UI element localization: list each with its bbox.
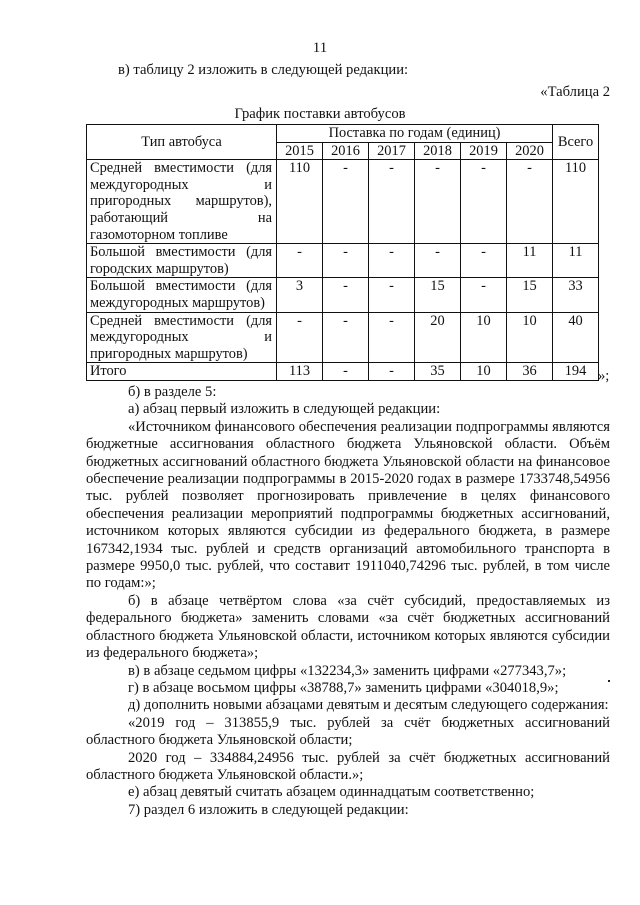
value-cell: - xyxy=(415,244,461,278)
header-year: 2015 xyxy=(277,142,323,160)
value-cell: 20 xyxy=(415,312,461,363)
table-row xyxy=(87,278,599,312)
header-year: 2017 xyxy=(369,142,415,160)
value-cell: - xyxy=(461,244,507,278)
value-cell: - xyxy=(369,363,415,381)
value-cell: - xyxy=(323,312,369,363)
value-cell: - xyxy=(415,160,461,244)
total-cell: 194 xyxy=(553,363,599,381)
bus-type-cell: Итого xyxy=(87,363,277,381)
bus-delivery-table xyxy=(86,124,599,381)
table-row-total xyxy=(87,363,599,381)
value-cell: - xyxy=(369,244,415,278)
value-cell: 10 xyxy=(461,363,507,381)
paragraph: г) в абзаце восьмом цифры «38788,7» заменить цифрами «304018,9»; xyxy=(128,679,559,696)
total-cell: 33 xyxy=(553,278,599,312)
header-year: 2019 xyxy=(461,142,507,160)
value-cell: 113 xyxy=(277,363,323,381)
value-cell: - xyxy=(323,278,369,312)
value-cell: - xyxy=(277,312,323,363)
value-cell: 36 xyxy=(507,363,553,381)
bus-type-cell: Средней вместимости (для междугородных и пригородных маршрутов), работающий на газомоторном топливе xyxy=(87,160,277,244)
header-total: Всего xyxy=(553,125,599,160)
paragraph: «Источником финансового обеспечения реализации подпрограммы являются бюджетные ассигнования областного бюджета Ульяновской области. Объём бюджетных ассигнований областного бюджета Ульяновской области на финансовое обеспечение реализации подпрограммы в 2015-2020 годах в размере 1733748,54956 тыс. рублей позволяет прогнозировать привлечение в целях финансового обеспечения реализации мероприятий подпрограммы бюджетных ассигнований, источником которых являются субсидии из федерального бюджета, в размере 167342,1934 тыс. рублей и средств организаций автомобильного транспорта в размере 9950,0 тыс. рублей, что составит 1911040,74296 тыс. рублей, в том числе по годам:»; xyxy=(86,418,610,592)
value-cell: 35 xyxy=(415,363,461,381)
value-cell: - xyxy=(323,160,369,244)
table-label: «Таблица 2 xyxy=(540,84,610,100)
page-number: 11 xyxy=(312,40,328,56)
value-cell: - xyxy=(369,160,415,244)
value-cell: - xyxy=(461,278,507,312)
paragraph: е) абзац девятый считать абзацем одиннадцатым соответственно; xyxy=(128,784,535,801)
total-cell: 11 xyxy=(553,244,599,278)
table-closing-quote: »; xyxy=(598,368,610,384)
header-year: 2020 xyxy=(507,142,553,160)
value-cell: - xyxy=(277,244,323,278)
intro-line: в) таблицу 2 изложить в следующей редакции: xyxy=(118,62,409,78)
header-year: 2018 xyxy=(415,142,461,160)
value-cell: - xyxy=(461,160,507,244)
paragraph: «2019 год – 313855,9 тыс. рублей за счёт бюджетных ассигнований областного бюджета Ульяновской области; xyxy=(86,714,610,749)
paragraph: в) в абзаце седьмом цифры «132234,3» заменить цифрами «277343,7»; xyxy=(128,662,567,679)
header-delivery-by-year: Поставка по годам (единиц) xyxy=(277,125,553,143)
value-cell: 10 xyxy=(461,312,507,363)
total-cell: 40 xyxy=(553,312,599,363)
scan-speck xyxy=(608,680,610,682)
value-cell: 15 xyxy=(507,278,553,312)
value-cell: - xyxy=(369,278,415,312)
paragraph: 7) раздел 6 изложить в следующей редакции: xyxy=(128,801,409,818)
paragraph: б) в разделе 5: xyxy=(128,384,217,400)
paragraph: д) дополнить новыми абзацами девятым и десятым следующего содержания: xyxy=(128,697,609,714)
paragraph: 2020 год – 334884,24956 тыс. рублей за счёт бюджетных ассигнований областного бюджета Ульяновской области.»; xyxy=(86,749,610,783)
value-cell: 15 xyxy=(415,278,461,312)
table-title: График поставки автобусов xyxy=(234,106,406,122)
table-row xyxy=(87,312,599,363)
bus-type-cell: Большой вместимости (для городских маршрутов) xyxy=(87,244,277,278)
value-cell: 11 xyxy=(507,244,553,278)
value-cell: - xyxy=(369,312,415,363)
total-cell: 110 xyxy=(553,160,599,244)
value-cell: - xyxy=(507,160,553,244)
value-cell: - xyxy=(323,363,369,381)
header-year: 2016 xyxy=(323,142,369,160)
amendment-text xyxy=(86,384,610,819)
header-bus-type: Тип автобуса xyxy=(87,125,277,160)
bus-type-cell: Большой вместимости (для междугородных маршрутов) xyxy=(87,278,277,312)
value-cell: 10 xyxy=(507,312,553,363)
table-row xyxy=(87,160,599,244)
table-row xyxy=(87,244,599,278)
bus-type-cell: Средней вместимости (для междугородных и пригородных маршрутов) xyxy=(87,312,277,363)
paragraph: б) в абзаце четвёртом слова «за счёт субсидий, предоставляемых из федерального бюджета» заменить словами «за счёт бюджетных ассигнований областного бюджета Ульяновской области, источником которых являются субсидии из федерального бюджета»; xyxy=(86,592,610,662)
value-cell: 3 xyxy=(277,278,323,312)
value-cell: - xyxy=(323,244,369,278)
value-cell: 110 xyxy=(277,160,323,244)
paragraph: а) абзац первый изложить в следующей редакции: xyxy=(128,401,441,418)
